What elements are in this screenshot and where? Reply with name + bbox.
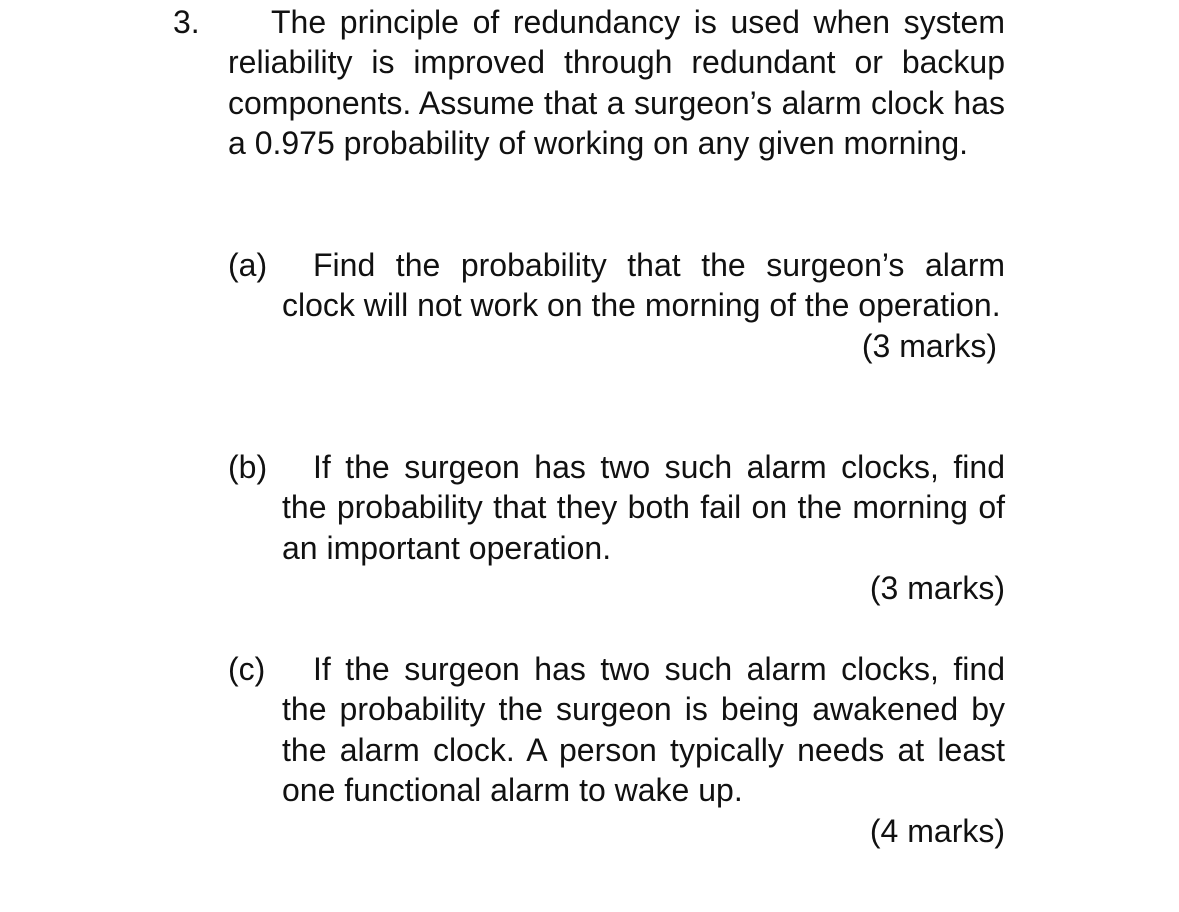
part-c-marks: (4 marks)	[869, 812, 1005, 849]
part-c-text: If the surgeon has two such alarm clocks, find the probability the surgeon is being awakened by the alarm clock. A person typically needs at least one functional alarm to wake up.	[282, 651, 1005, 809]
question-3	[0, 2, 1179, 912]
part-b	[228, 447, 1005, 609]
question-stem: The principle of redundancy is used when system reliability is improved through redundant or backup components. Assume that a surgeon’s alarm clock has a 0.975 probability of working on any given morning.	[228, 4, 1005, 162]
part-a-marks: (3 marks)	[861, 327, 997, 364]
part-b-text: If the surgeon has two such alarm clocks, find the probability that they both fail on the morning of an important operation.	[282, 449, 1005, 566]
part-c	[228, 649, 1005, 851]
part-a-text: Find the probability that the surgeon’s alarm clock will not work on the morning of the operation.	[282, 247, 1005, 324]
part-a-label: (a)	[228, 247, 268, 283]
part-c-label: (c)	[228, 651, 266, 687]
part-b-label: (b)	[228, 449, 268, 485]
part-a	[228, 245, 1005, 366]
part-b-marks: (3 marks)	[869, 570, 1005, 607]
question-number: 3.	[173, 4, 200, 40]
